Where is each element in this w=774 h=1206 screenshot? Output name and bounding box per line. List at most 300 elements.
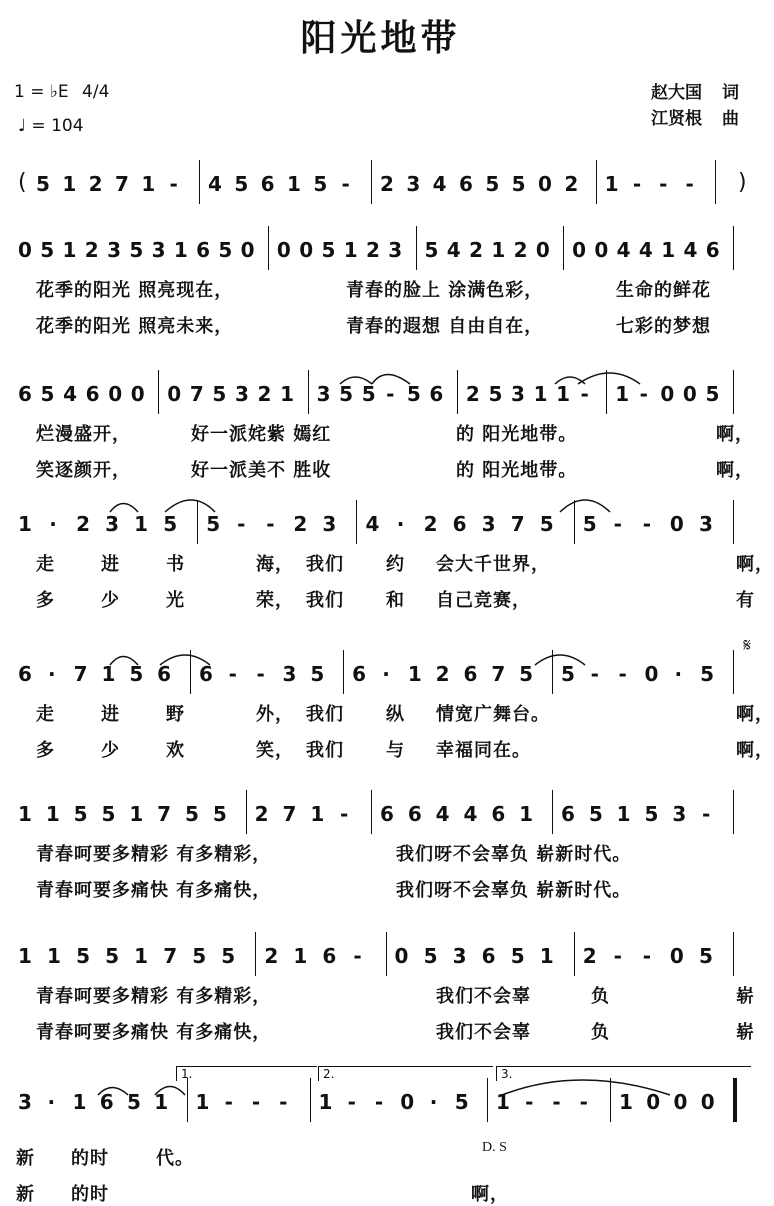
note: 2 xyxy=(254,802,269,826)
note: · xyxy=(382,662,390,686)
note: 5 xyxy=(700,662,715,686)
note: 6 xyxy=(459,172,473,196)
note: 1 xyxy=(129,802,144,826)
note: 5 xyxy=(485,172,500,196)
lyricist-credit xyxy=(651,80,739,106)
lyric-word: 海， xyxy=(256,554,294,575)
note: - xyxy=(642,512,652,536)
lyric-word: 花季的阳光 照亮未来， xyxy=(36,316,234,337)
lyric-word: 的时 xyxy=(71,1184,109,1205)
note: 0 xyxy=(108,382,123,406)
barline xyxy=(386,932,387,976)
note: 5 xyxy=(105,944,120,968)
note: · xyxy=(48,662,56,686)
barline xyxy=(246,790,247,834)
note: · xyxy=(396,512,405,536)
barline xyxy=(733,370,734,414)
lyric-word: 少 xyxy=(101,590,120,611)
note: - xyxy=(639,382,648,406)
lyric-word: 青春呵要多痛快 有多痛快， xyxy=(36,1022,272,1043)
barline xyxy=(308,370,309,414)
note: 5 xyxy=(588,802,603,826)
note: 6 xyxy=(322,944,337,968)
note: 5 xyxy=(705,382,720,406)
lyric-word: 约 xyxy=(386,554,405,575)
lyric-word: 崭 xyxy=(736,986,755,1007)
note: 5 xyxy=(361,382,376,406)
lyric-word: 啊， xyxy=(736,704,774,725)
lyric-line xyxy=(16,982,755,1008)
lyric-word: 我们呀不会辜负 崭新时代。 xyxy=(396,880,632,901)
note: 5 xyxy=(192,944,207,968)
note: 4 xyxy=(435,802,450,826)
note: 5 xyxy=(129,238,144,262)
lyric-word: 啊， xyxy=(471,1184,509,1205)
lyric-line xyxy=(16,1144,746,1170)
note: 7 xyxy=(73,662,88,686)
note: 5 xyxy=(212,802,227,826)
note: 5 xyxy=(221,944,236,968)
lyric-word: 生命的鲜花 xyxy=(616,280,711,301)
note: 0 xyxy=(572,238,587,262)
note: 2 xyxy=(513,238,528,262)
note: 4 xyxy=(616,238,631,262)
key-signature xyxy=(14,82,109,102)
lyric-word: 青春的脸上 涂满色彩， xyxy=(346,280,544,301)
lyric-word: 新 xyxy=(16,1148,35,1169)
note: 6 xyxy=(407,802,422,826)
note: 1 xyxy=(280,382,294,406)
lyric-word: 崭 xyxy=(736,1022,755,1043)
note: 5 xyxy=(206,512,221,536)
lyric-word: 外， xyxy=(256,704,294,725)
note: - xyxy=(237,512,246,536)
note: 1 xyxy=(407,662,422,686)
note: 1 xyxy=(154,1090,169,1114)
note: 5 xyxy=(488,382,503,406)
lyric-word: 幸福同在。 xyxy=(436,740,531,761)
note: 5 xyxy=(454,1090,469,1114)
note: 6 xyxy=(99,1090,114,1114)
note: 0 xyxy=(299,238,314,262)
note: 1 xyxy=(556,382,571,406)
note: 3 xyxy=(406,172,421,196)
note: 5 xyxy=(424,238,439,262)
note: 6 xyxy=(463,662,478,686)
note: 2 xyxy=(582,944,597,968)
note: 1 xyxy=(101,662,116,686)
left-paren: ( xyxy=(18,170,27,195)
score-system xyxy=(14,650,750,694)
note: 7 xyxy=(157,802,172,826)
note: 1 xyxy=(539,944,554,968)
note: 1 xyxy=(18,802,32,826)
note: 1 xyxy=(47,944,61,968)
note: 4 xyxy=(432,172,447,196)
barline xyxy=(733,790,734,834)
barline xyxy=(733,650,734,694)
lyric-word: 有 xyxy=(736,590,755,611)
lyric-line xyxy=(16,420,754,446)
lyric-line xyxy=(16,550,774,576)
lyric-word: 多 xyxy=(36,740,55,761)
lyric-word: 自己竞赛， xyxy=(436,590,531,611)
note: 1 xyxy=(287,172,301,196)
note: 5 xyxy=(234,172,249,196)
segno-sign: 𝄋 xyxy=(743,635,751,656)
barline xyxy=(197,500,198,544)
note: 4 xyxy=(365,512,380,536)
lyric-word: 啊， xyxy=(716,460,754,481)
note: 6 xyxy=(380,802,394,826)
volta-2 xyxy=(318,1066,493,1081)
barline xyxy=(356,500,357,544)
note: 1 xyxy=(318,1090,333,1114)
note: 5 xyxy=(561,662,575,686)
barline xyxy=(733,500,734,544)
note: 2 xyxy=(423,512,438,536)
note: 5 xyxy=(36,172,50,196)
note: - xyxy=(340,802,349,826)
lyric-word: 走 xyxy=(36,554,55,575)
lyric-word: 和 xyxy=(386,590,405,611)
note: · xyxy=(49,512,57,536)
note: 1 xyxy=(310,802,325,826)
lyric-word: 青春呵要多精彩 有多精彩， xyxy=(36,844,272,865)
lyric-word: 欢 xyxy=(166,740,185,761)
lyric-line xyxy=(16,840,746,866)
note: 1 xyxy=(134,944,149,968)
note: 0 xyxy=(700,1090,715,1114)
score-system xyxy=(14,370,750,414)
note: 5 xyxy=(539,512,554,536)
note: 5 xyxy=(406,382,421,406)
lyricist-name: 赵大国 xyxy=(651,83,702,103)
note: 4 xyxy=(638,238,653,262)
note: 2 xyxy=(293,512,308,536)
note: 0 xyxy=(669,944,684,968)
lyric-word: 烂漫盛开， xyxy=(36,424,131,445)
note: 3 xyxy=(151,238,166,262)
lyric-word: 光 xyxy=(166,590,185,611)
note: 0 xyxy=(240,238,255,262)
lyric-word: 七彩的梦想 xyxy=(616,316,711,337)
note: 2 xyxy=(564,172,579,196)
note: 0 xyxy=(669,512,684,536)
note: 4 xyxy=(208,172,222,196)
note: - xyxy=(579,1090,588,1114)
note: 0 xyxy=(394,944,409,968)
barline xyxy=(187,1078,188,1122)
note: 3 xyxy=(481,512,496,536)
note: 2 xyxy=(84,238,99,262)
lyric-line xyxy=(16,586,755,612)
note: 0 xyxy=(682,382,697,406)
note: 0 xyxy=(167,382,182,406)
lyric-word: 好一派姹紫 嫣红 xyxy=(191,424,332,445)
lyric-word: 情宽广舞台。 xyxy=(436,704,550,725)
note: 3 xyxy=(107,238,121,262)
note: 0 xyxy=(660,382,675,406)
note: - xyxy=(659,172,668,196)
note: 6 xyxy=(452,512,467,536)
note: 6 xyxy=(352,662,367,686)
note: 6 xyxy=(85,382,100,406)
note: - xyxy=(618,662,627,686)
note: 5 xyxy=(511,172,526,196)
lyric-word: 我们 xyxy=(306,554,344,575)
note: - xyxy=(341,172,350,196)
note: 0 xyxy=(594,238,609,262)
note: 3 xyxy=(672,802,687,826)
note: 0 xyxy=(538,172,552,196)
note: 5 xyxy=(339,382,354,406)
note: 2 xyxy=(257,382,272,406)
barline xyxy=(715,160,716,204)
note: 1 xyxy=(604,172,619,196)
note: 0 xyxy=(673,1090,688,1114)
lyric-word: 荣， xyxy=(256,590,294,611)
note: 2 xyxy=(76,512,90,536)
lyric-word: 纵 xyxy=(386,704,405,725)
note: 1 xyxy=(619,1090,633,1114)
dal-segno-mark: D. S xyxy=(482,1140,507,1155)
barline xyxy=(563,226,564,270)
note: - xyxy=(525,1090,534,1114)
note: 1 xyxy=(134,512,149,536)
lyric-word: 笑逐颜开， xyxy=(36,460,131,481)
credits xyxy=(651,80,739,132)
right-paren: ) xyxy=(738,170,747,195)
note: 6 xyxy=(491,802,506,826)
barline xyxy=(487,1078,488,1122)
lyric-line xyxy=(16,1018,755,1044)
note: 6 xyxy=(196,238,211,262)
volta-2-label: 2. xyxy=(323,1067,335,1081)
lyric-word: 负 xyxy=(591,1022,610,1043)
barline xyxy=(199,160,200,204)
note: - xyxy=(224,1090,233,1114)
lyric-word: 负 xyxy=(591,986,610,1007)
score-system xyxy=(14,1078,750,1122)
note: 1 xyxy=(661,238,676,262)
note: 0 xyxy=(646,1090,661,1114)
barline xyxy=(733,932,734,976)
lyric-line xyxy=(16,456,754,482)
lyric-word: 进 xyxy=(101,704,120,725)
barline xyxy=(310,1078,311,1122)
note: · xyxy=(429,1090,438,1114)
barline xyxy=(552,650,553,694)
note: 7 xyxy=(510,512,525,536)
barline xyxy=(371,160,372,204)
note: - xyxy=(256,662,265,686)
score-system xyxy=(14,790,750,834)
note: 1 xyxy=(72,1090,87,1114)
note: - xyxy=(632,172,642,196)
composer-name: 江贤根 xyxy=(651,109,702,129)
lyric-word: 啊， xyxy=(736,554,774,575)
barline xyxy=(733,1078,737,1122)
note: - xyxy=(642,944,652,968)
barline xyxy=(255,932,256,976)
note: 5 xyxy=(185,802,199,826)
note: 1 xyxy=(616,802,631,826)
note: 7 xyxy=(163,944,178,968)
lyricist-role: 词 xyxy=(722,83,739,103)
score-system xyxy=(14,932,750,976)
barline xyxy=(733,226,734,270)
note: 7 xyxy=(282,802,297,826)
lyric-word: 少 xyxy=(101,740,120,761)
note: 6 xyxy=(705,238,720,262)
lyric-line xyxy=(16,700,774,726)
note: 1 xyxy=(533,382,548,406)
note: 5 xyxy=(321,238,336,262)
note: 5 xyxy=(40,238,55,262)
note: 1 xyxy=(491,238,506,262)
note: 1 xyxy=(615,382,630,406)
note: 3 xyxy=(18,1090,32,1114)
note: 1 xyxy=(62,172,77,196)
volta-3-label: 3. xyxy=(501,1067,513,1081)
note: 6 xyxy=(157,662,172,686)
note: 5 xyxy=(129,662,144,686)
note: 1 xyxy=(496,1090,510,1114)
lyric-word: 的时 xyxy=(71,1148,109,1169)
lyric-word: 代。 xyxy=(156,1148,194,1169)
lyric-word: 的 阳光地带。 xyxy=(456,460,578,481)
note: 1 xyxy=(18,944,32,968)
note: 0 xyxy=(18,238,32,262)
barline xyxy=(268,226,269,270)
lyric-line xyxy=(16,876,746,902)
note: 3 xyxy=(234,382,249,406)
note: 3 xyxy=(511,382,525,406)
note: 5 xyxy=(73,802,88,826)
note: 3 xyxy=(388,238,403,262)
note: 3 xyxy=(322,512,337,536)
score-system xyxy=(14,160,750,204)
lyric-word: 野 xyxy=(166,704,185,725)
lyric-word: 我们不会辜 xyxy=(436,986,531,1007)
note: 1 xyxy=(18,512,32,536)
volta-3 xyxy=(496,1066,751,1081)
note: 5 xyxy=(313,172,328,196)
note: 1 xyxy=(173,238,188,262)
lyric-word: 书 xyxy=(166,554,185,575)
note: - xyxy=(279,1090,288,1114)
lyric-word: 我们 xyxy=(306,740,344,761)
note: - xyxy=(228,662,237,686)
note: 1 xyxy=(62,238,77,262)
note: · xyxy=(674,662,683,686)
note: - xyxy=(580,382,589,406)
score-system xyxy=(14,226,750,270)
note: - xyxy=(169,172,178,196)
barline xyxy=(343,650,344,694)
note: 1 xyxy=(141,172,156,196)
note: 0 xyxy=(400,1090,415,1114)
tempo-marking: ♩ = 104 xyxy=(18,116,84,136)
note: 5 xyxy=(582,512,597,536)
note: 6 xyxy=(429,382,444,406)
barline xyxy=(190,650,191,694)
lyric-word: 我们 xyxy=(306,590,344,611)
note: 1 xyxy=(519,802,534,826)
note: 2 xyxy=(435,662,450,686)
lyric-word: 青春呵要多精彩 有多精彩， xyxy=(36,986,272,1007)
note: 6 xyxy=(199,662,213,686)
note: 5 xyxy=(40,382,55,406)
note: 2 xyxy=(469,238,483,262)
volta-1 xyxy=(176,1066,317,1081)
lyric-line xyxy=(16,312,746,338)
barline xyxy=(158,370,159,414)
note: - xyxy=(353,944,362,968)
note: 5 xyxy=(423,944,438,968)
score-system xyxy=(14,500,750,544)
note: 6 xyxy=(481,944,496,968)
note: - xyxy=(702,802,711,826)
time-signature: 4/4 xyxy=(82,82,110,102)
lyric-word: 走 xyxy=(36,704,55,725)
note: 4 xyxy=(683,238,698,262)
lyric-word: 我们 xyxy=(306,704,344,725)
composer-credit xyxy=(651,106,739,132)
barline xyxy=(416,226,417,270)
note: - xyxy=(613,512,622,536)
lyric-word: 青春呵要多痛快 有多痛快， xyxy=(36,880,272,901)
note: - xyxy=(266,512,275,536)
note: 4 xyxy=(463,802,478,826)
note: - xyxy=(590,662,599,686)
note: 2 xyxy=(366,238,380,262)
note: 6 xyxy=(260,172,275,196)
note: 1 xyxy=(45,802,60,826)
note: 5 xyxy=(163,512,178,536)
note: 5 xyxy=(310,662,325,686)
note: - xyxy=(552,1090,561,1114)
lyric-word: 多 xyxy=(36,590,55,611)
note: - xyxy=(685,172,694,196)
note: 5 xyxy=(519,662,534,686)
barline xyxy=(371,790,372,834)
barline xyxy=(606,370,607,414)
lyric-word: 我们呀不会辜负 崭新时代。 xyxy=(396,844,632,865)
note: 5 xyxy=(510,944,525,968)
lyric-line xyxy=(16,276,746,302)
note: - xyxy=(251,1090,261,1114)
note: 3 xyxy=(452,944,467,968)
note: 3 xyxy=(698,512,713,536)
lyric-word: 新 xyxy=(16,1184,35,1205)
note: 5 xyxy=(127,1090,141,1114)
lyric-word: 进 xyxy=(101,554,120,575)
note: 3 xyxy=(105,512,120,536)
note: - xyxy=(613,944,622,968)
lyric-word: 花季的阳光 照亮现在， xyxy=(36,280,234,301)
lyric-line xyxy=(16,1180,746,1206)
barline xyxy=(610,1078,611,1122)
note: 1 xyxy=(343,238,358,262)
note: 3 xyxy=(316,382,331,406)
barline xyxy=(457,370,458,414)
lyric-word: 青春的遐想 自由自在， xyxy=(346,316,544,337)
note: 1 xyxy=(195,1090,210,1114)
song-title: 阳光地带 xyxy=(300,18,461,59)
note: - xyxy=(347,1090,356,1114)
